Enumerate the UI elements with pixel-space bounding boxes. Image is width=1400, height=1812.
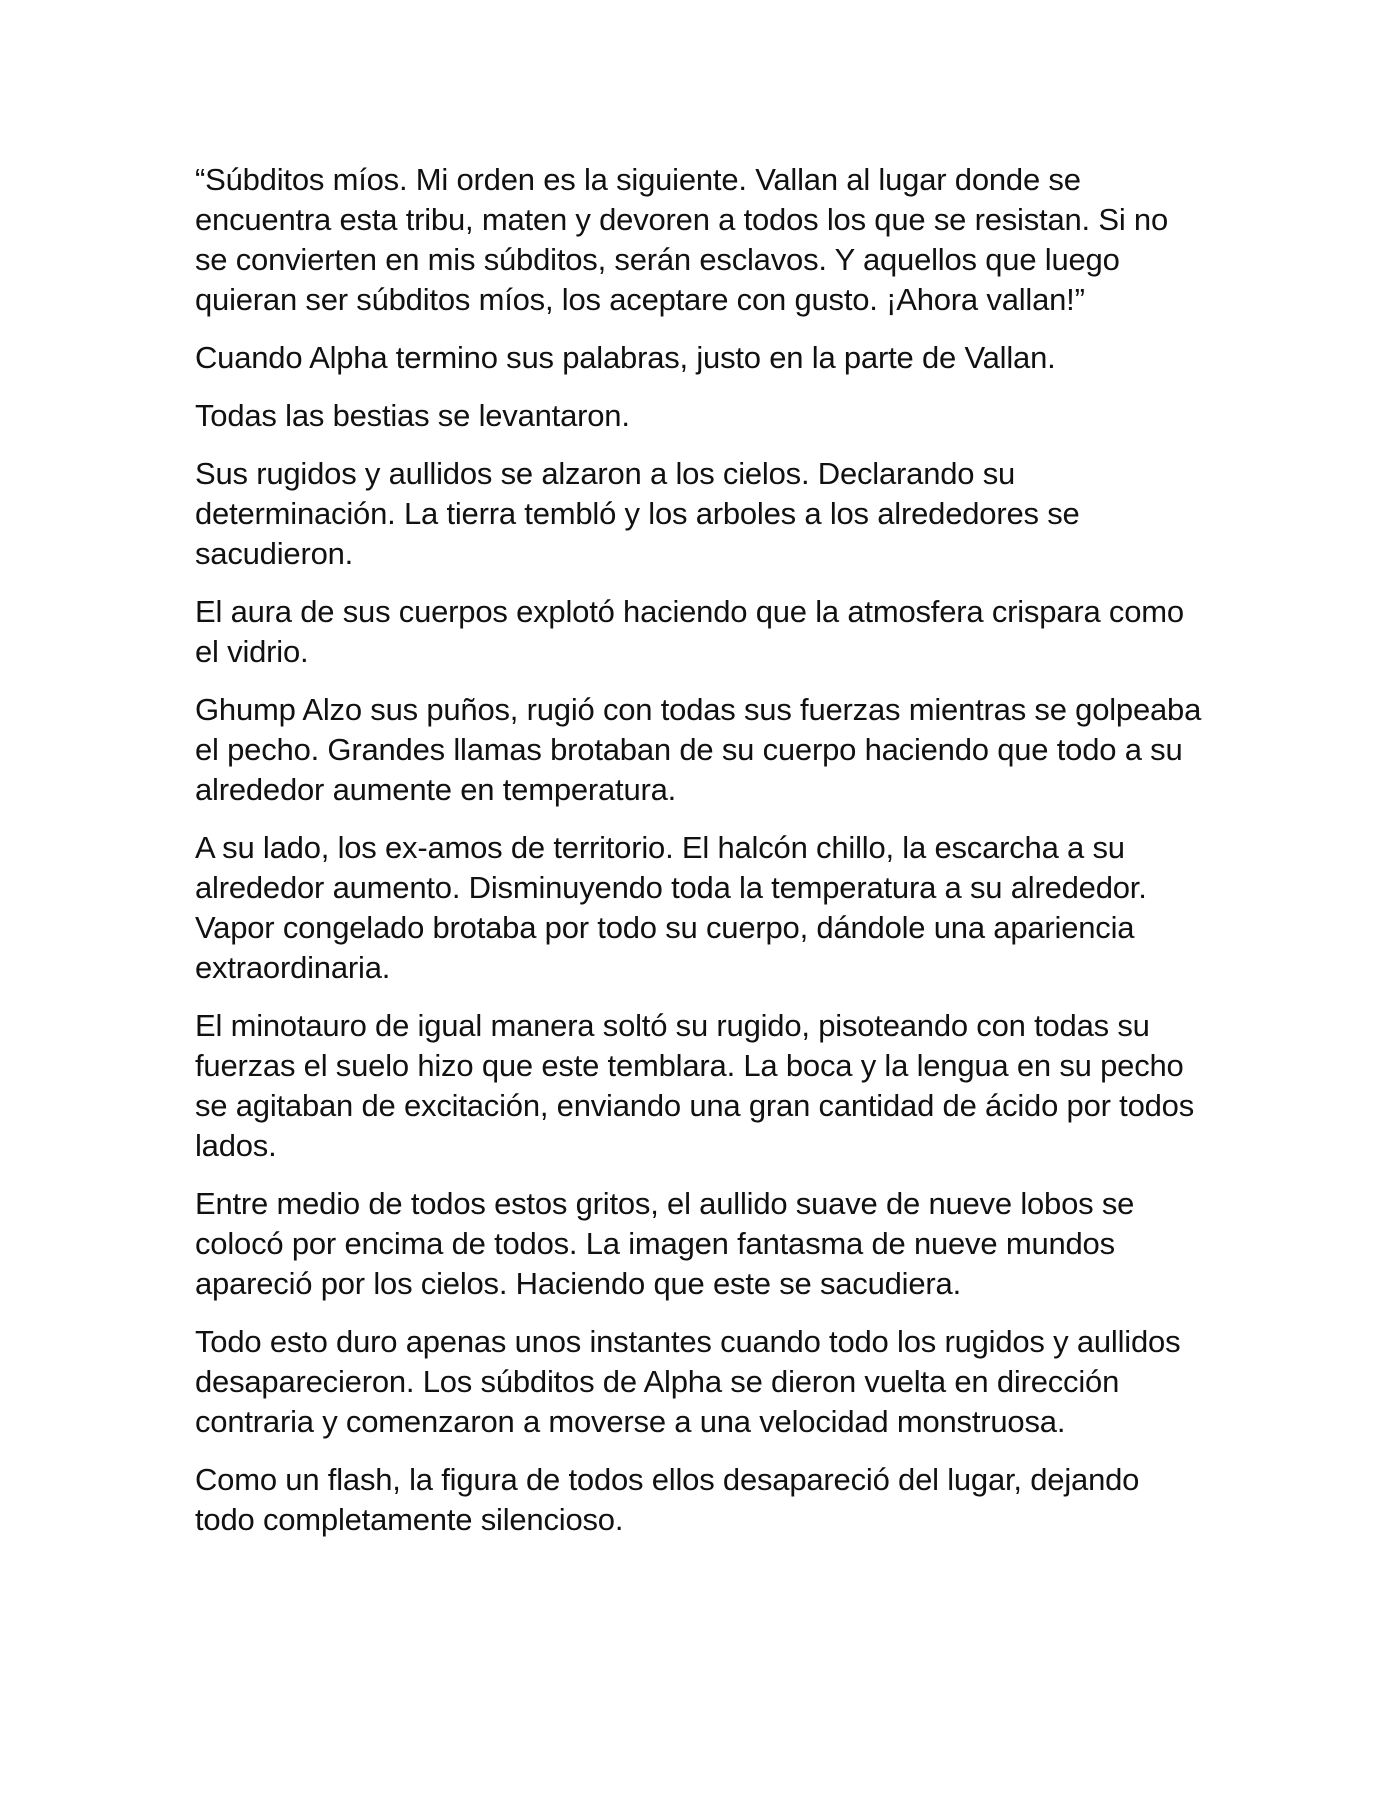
paragraph-9: Entre medio de todos estos gritos, el aullido suave de nueve lobos se colocó por encima de todos. La imagen fantasma de nueve mundos apareció por los cielos. Haciendo que este se sacudiera. (195, 1186, 1135, 1301)
paragraph-8: El minotauro de igual manera soltó su rugido, pisoteando con todas su fuerzas el suelo hizo que este temblara. La boca y la lengua en su pecho se agitaban de excitación, enviando una gran cantidad de ácido por todos lados. (195, 1008, 1195, 1163)
paragraph-2: Cuando Alpha termino sus palabras, justo en la parte de Vallan. (195, 340, 1056, 375)
paragraph-6: Ghump Alzo sus puños, rugió con todas sus fuerzas mientras se golpeaba el pecho. Grandes llamas brotaban de su cuerpo haciendo que todo a su alrededor aumente en temperatura. (195, 692, 1202, 807)
paragraph-3: Todas las bestias se levantaron. (195, 398, 630, 433)
paragraph-1: “Súbditos míos. Mi orden es la siguiente. Vallan al lugar donde se encuentra esta tribu, maten y devoren a todos los que se resistan. Si no se convierten en mis súbditos, serán esclavos. Y aquellos que luego quieran ser súbditos míos, los aceptare con gusto. ¡Ahora vallan!” (195, 162, 1169, 317)
paragraph-11: Como un flash, la figura de todos ellos desapareció del lugar, dejando todo completamente silencioso. (195, 1462, 1140, 1537)
document-body (195, 160, 1205, 1558)
paragraph-4: Sus rugidos y aullidos se alzaron a los cielos. Declarando su determinación. La tierra tembló y los arboles a los alrededores se sacudieron. (195, 456, 1080, 571)
paragraph-10: Todo esto duro apenas unos instantes cuando todo los rugidos y aullidos desaparecieron. Los súbditos de Alpha se dieron vuelta en dirección contraria y comenzaron a moverse a una velocidad monstruosa. (195, 1324, 1181, 1439)
paragraph-5: El aura de sus cuerpos explotó haciendo que la atmosfera crispara como el vidrio. (195, 594, 1184, 669)
paragraph-7: A su lado, los ex-amos de territorio. El halcón chillo, la escarcha a su alrededor aumento. Disminuyendo toda la temperatura a su alrededor. Vapor congelado brotaba por todo su cuerpo, dándole una apariencia extraordinaria. (195, 830, 1147, 985)
